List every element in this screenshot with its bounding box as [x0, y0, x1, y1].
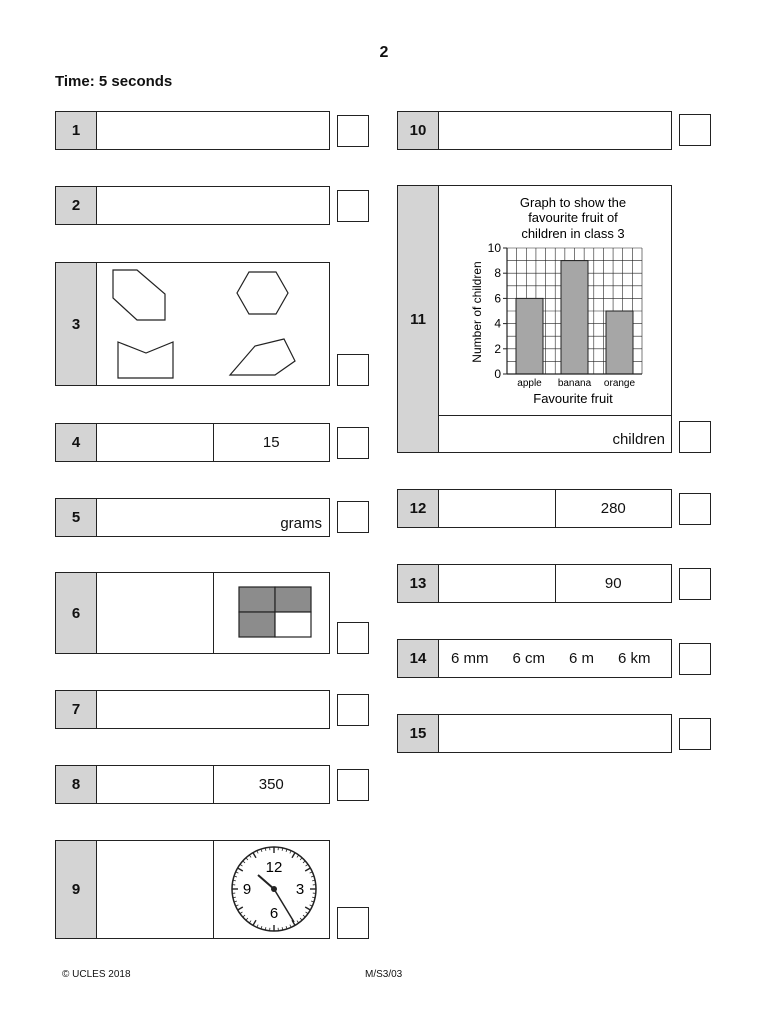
- answer-field[interactable]: [439, 112, 671, 149]
- question-12: [397, 489, 672, 528]
- question-9: [55, 840, 330, 939]
- option-cm[interactable]: 6 cm: [512, 650, 546, 667]
- given-value: 90: [555, 565, 672, 602]
- y-tick-label: 8: [494, 266, 501, 281]
- bar-orange: [606, 311, 633, 374]
- time-label: Time: 5 seconds: [55, 73, 173, 90]
- unit-label: grams: [280, 515, 322, 532]
- answer-field[interactable]: [97, 573, 213, 653]
- mark-box[interactable]: [679, 643, 711, 675]
- chart-title-line: children in class 3: [521, 226, 625, 241]
- clock-center: [271, 886, 277, 892]
- question-15: [397, 714, 672, 753]
- y-tick-label: 10: [487, 241, 501, 255]
- question-7: [55, 690, 330, 729]
- clock-face: [214, 841, 334, 938]
- mark-box[interactable]: [679, 568, 711, 600]
- x-tick-label: apple: [517, 378, 542, 389]
- question-number: 10: [398, 112, 439, 149]
- question-number: 1: [56, 112, 97, 149]
- mark-box[interactable]: [337, 694, 369, 726]
- shapes-figure: [97, 263, 330, 385]
- answer-field[interactable]: [97, 766, 213, 803]
- question-8: [55, 765, 330, 804]
- answer-field[interactable]: [97, 263, 329, 385]
- mark-box[interactable]: [679, 114, 711, 146]
- question-5: [55, 498, 330, 537]
- given-value: 350: [213, 766, 330, 803]
- question-6: [55, 572, 330, 654]
- question-number: 11: [398, 186, 439, 452]
- question-10: [397, 111, 672, 150]
- grid-cell-shaded: [239, 587, 275, 612]
- grid-cell-shaded: [275, 587, 311, 612]
- mark-box[interactable]: [337, 115, 369, 147]
- question-3: [55, 262, 330, 386]
- question-number: 8: [56, 766, 97, 803]
- bar-banana: [561, 261, 588, 374]
- x-axis-label: Favourite fruit: [533, 391, 613, 406]
- document-code: M/S3/03: [365, 969, 403, 980]
- option-mm[interactable]: 6 mm: [451, 650, 489, 667]
- x-tick-label: banana: [557, 378, 592, 389]
- question-number: 15: [398, 715, 439, 752]
- question-number: 13: [398, 565, 439, 602]
- question-11: [397, 185, 672, 453]
- question-number: 4: [56, 424, 97, 461]
- question-number: 12: [398, 490, 439, 527]
- given-value: 15: [213, 424, 330, 461]
- grid-cell-unshaded: [275, 612, 311, 637]
- option-m[interactable]: 6 m: [569, 650, 595, 667]
- question-11-body: [439, 186, 671, 452]
- fruit-bar-chart: [439, 186, 672, 415]
- question-number: 7: [56, 691, 97, 728]
- mark-box[interactable]: [679, 493, 711, 525]
- mark-box[interactable]: [337, 622, 369, 654]
- fraction-figure-cell: [213, 573, 330, 653]
- y-tick-label: 6: [494, 291, 501, 306]
- mark-box[interactable]: [337, 501, 369, 533]
- answer-field[interactable]: [97, 841, 213, 938]
- question-2: [55, 186, 330, 225]
- answer-field[interactable]: [439, 715, 671, 752]
- question-14: [397, 639, 672, 678]
- question-number: 14: [398, 640, 439, 677]
- option-km[interactable]: 6 km: [618, 650, 651, 667]
- question-1: [55, 111, 330, 150]
- question-number: 3: [56, 263, 97, 385]
- question-number: 9: [56, 841, 97, 938]
- clock-numeral: 12: [265, 859, 282, 876]
- question-4: [55, 423, 330, 462]
- grid-cell-shaded: [239, 612, 275, 637]
- unit-options: [439, 640, 671, 677]
- question-number: 2: [56, 187, 97, 224]
- copyright-notice: © UCLES 2018: [62, 969, 131, 980]
- shape-regular-hexagon: [237, 272, 288, 314]
- bar-apple: [516, 298, 543, 374]
- y-tick-label: 0: [494, 367, 501, 381]
- answer-field[interactable]: [439, 565, 555, 602]
- clock-numeral: 9: [242, 881, 251, 898]
- question-13: [397, 564, 672, 603]
- shape-irregular-hexagon: [113, 270, 165, 320]
- mark-box[interactable]: [337, 354, 369, 386]
- y-tick-label: 4: [494, 316, 501, 331]
- question-number: 5: [56, 499, 97, 536]
- answer-field[interactable]: [97, 499, 329, 536]
- mark-box[interactable]: [679, 718, 711, 750]
- mark-box[interactable]: [337, 427, 369, 459]
- mark-box[interactable]: [679, 421, 711, 453]
- y-axis-label: Number of children: [470, 261, 484, 363]
- shape-pentagon: [118, 342, 173, 378]
- mark-box[interactable]: [337, 190, 369, 222]
- x-tick-label: orange: [603, 378, 636, 389]
- shape-irregular-pentagon: [230, 339, 295, 375]
- answer-field[interactable]: [439, 416, 672, 452]
- answer-field[interactable]: [97, 691, 329, 728]
- answer-field[interactable]: [439, 490, 555, 527]
- mark-box[interactable]: [337, 769, 369, 801]
- page-number: 2: [379, 44, 389, 61]
- chart-title-line: favourite fruit of: [528, 210, 618, 225]
- answer-field[interactable]: [97, 187, 329, 224]
- given-value: 280: [555, 490, 672, 527]
- answer-field[interactable]: [97, 112, 329, 149]
- mark-box[interactable]: [337, 907, 369, 939]
- question-number: 6: [56, 573, 97, 653]
- clock-numeral: 3: [295, 881, 304, 898]
- unit-label: children: [612, 431, 665, 448]
- chart-panel: [439, 186, 672, 416]
- clock-numeral: 6: [269, 905, 278, 922]
- clock-cell: [213, 841, 330, 938]
- answer-field[interactable]: [97, 424, 213, 461]
- fraction-grid: [214, 573, 334, 653]
- y-tick-label: 2: [494, 341, 501, 356]
- chart-title-line: Graph to show the: [519, 195, 627, 210]
